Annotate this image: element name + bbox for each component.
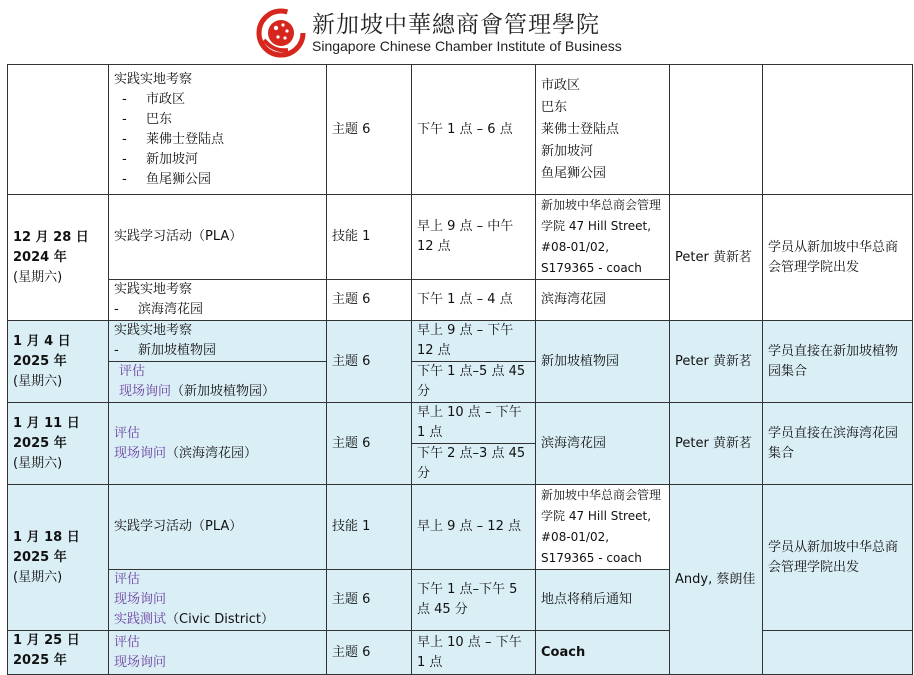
activity-title: 实践实地考察: [114, 323, 193, 338]
list-item: - 新加坡植物园: [114, 343, 217, 358]
time-cell: 早上 9 点 – 12 点: [412, 485, 536, 570]
activity-cell: [109, 280, 327, 321]
date-cell: [8, 403, 109, 485]
interview-line: 现场询问（新加坡植物园）: [119, 384, 276, 399]
date-day: 1 月 4 日: [13, 333, 71, 349]
remark-cell: [763, 65, 913, 195]
activity-cell: [109, 403, 327, 485]
topic-cell: 主题 6: [327, 321, 412, 403]
date-cell: [8, 195, 109, 321]
date-year: 2025 年: [13, 653, 67, 668]
time-cell: [412, 403, 536, 485]
location-cell: 地点将稍后通知: [536, 570, 670, 631]
activity-cell: 实践学习活动（PLA）: [109, 195, 327, 280]
interview-line: 现场询问: [114, 592, 167, 607]
location-item: 新加坡河: [541, 143, 594, 159]
table-row: [8, 195, 913, 280]
topic-cell: 主题 6: [327, 631, 412, 675]
date-cell: [8, 321, 109, 403]
time-cell: 下午 1 点–下午 5 点 45 分: [412, 570, 536, 631]
list-item: - 莱佛士登陆点: [122, 131, 225, 147]
interview-line: 现场询问（滨海湾花园）: [114, 445, 258, 461]
location-cell: 滨海湾花园: [536, 280, 670, 321]
trainer-cell: [670, 65, 763, 195]
date-year: 2024 年: [13, 249, 67, 265]
institute-name-en: Singapore Chinese Chamber Institute of Business: [312, 38, 622, 54]
topic-cell: 主题 6: [327, 65, 412, 195]
date-cell: [8, 65, 109, 195]
institute-name-cn: 新加坡中華總商會管理學院: [312, 12, 600, 38]
location-cell: 新加坡中华总商会管理学院 47 Hill Street, #08-01/02, S179365 - coach: [536, 195, 670, 280]
list-item: - 新加坡河: [122, 151, 199, 167]
trainer-cell: Peter 黄新茗: [670, 321, 763, 403]
time-morning: 早上 10 点 – 下午 1 点: [412, 403, 535, 444]
date-weekday: (星期六): [13, 569, 63, 585]
time-cell: [412, 321, 536, 403]
date-weekday: (星期六): [13, 373, 63, 389]
location-cell: [536, 65, 670, 195]
time-afternoon: 下午 2 点–3 点 45 分: [417, 446, 526, 481]
assessment-label: 评估: [114, 425, 141, 441]
practical-test-line: 实践测试（Civic District）: [114, 612, 274, 627]
time-cell: 早上 10 点 – 下午 1 点: [412, 631, 536, 675]
table-row: [8, 403, 913, 485]
topic-cell: 主题 6: [327, 403, 412, 485]
trainer-cell: Peter 黄新茗: [670, 403, 763, 485]
activity-title: 实践实地考察: [114, 282, 193, 297]
remark-cell: 学员从新加坡中华总商会管理学院出发: [763, 195, 913, 321]
assessment-label: 评估: [119, 364, 146, 379]
remark-cell: 学员从新加坡中华总商会管理学院出发: [763, 485, 913, 631]
date-year: 2025 年: [13, 353, 67, 369]
table-row: [8, 321, 913, 403]
time-cell: 下午 1 点 – 4 点: [412, 280, 536, 321]
trainer-cell: Peter 黄新茗: [670, 195, 763, 321]
location-item: 莱佛士登陆点: [541, 121, 620, 137]
page-header: [0, 0, 914, 64]
list-item: - 市政区: [122, 91, 186, 107]
location-cell: 滨海湾花园: [536, 403, 670, 485]
assessment-label: 评估: [114, 572, 141, 587]
topic-cell: 主题 6: [327, 570, 412, 631]
assessment-block: [109, 361, 326, 402]
table-row: [8, 65, 913, 195]
activity-cell: [109, 65, 327, 195]
date-year: 2025 年: [13, 435, 67, 451]
schedule-table: [7, 64, 913, 675]
assessment-label: 评估: [114, 634, 141, 650]
location-item: 鱼尾狮公园: [541, 165, 607, 181]
activity-cell: [109, 570, 327, 631]
list-item: - 巴东: [122, 111, 173, 127]
time-morning: 早上 9 点 – 下午 12 点: [412, 321, 535, 362]
location-cell: Coach: [536, 631, 670, 675]
date-weekday: (星期六): [13, 269, 63, 285]
date-cell: [8, 485, 109, 631]
activity-cell: 实践学习活动（PLA）: [109, 485, 327, 570]
activity-title: 实践实地考察: [114, 71, 193, 87]
time-afternoon: 下午 1 点–5 点 45 分: [417, 364, 526, 399]
interview-line: 现场询问: [114, 654, 167, 670]
date-year: 2025 年: [13, 549, 67, 565]
list-item: - 滨海湾花园: [114, 302, 204, 317]
location-cell: 新加坡植物园: [536, 321, 670, 403]
date-day: 1 月 25 日: [13, 633, 80, 648]
topic-cell: 技能 1: [327, 195, 412, 280]
date-day: 1 月 18 日: [13, 529, 80, 545]
topic-cell: 技能 1: [327, 485, 412, 570]
location-item: 巴东: [541, 99, 568, 115]
table-row: [8, 485, 913, 570]
list-item: - 鱼尾狮公园: [122, 171, 212, 187]
time-cell: 下午 1 点 – 6 点: [412, 65, 536, 195]
time-cell: 早上 9 点 – 中午 12 点: [412, 195, 536, 280]
topic-cell: 主题 6: [327, 280, 412, 321]
date-weekday: (星期六): [13, 455, 63, 471]
location-cell: 新加坡中华总商会管理学院 47 Hill Street, #08-01/02, S179365 - coach: [536, 485, 670, 570]
activity-list: [114, 90, 321, 190]
location-item: 市政区: [541, 77, 581, 93]
date-day: 1 月 11 日: [13, 415, 80, 431]
remark-cell: 学员直接在新加坡植物园集合: [763, 321, 913, 403]
institute-logo-icon: [256, 6, 306, 58]
remark-cell: 学员直接在滨海湾花园集合: [763, 403, 913, 485]
trainer-cell: Andy, 蔡朗佳: [670, 485, 763, 675]
activity-cell: [109, 321, 327, 403]
date-day: 12 月 28 日: [13, 229, 89, 245]
